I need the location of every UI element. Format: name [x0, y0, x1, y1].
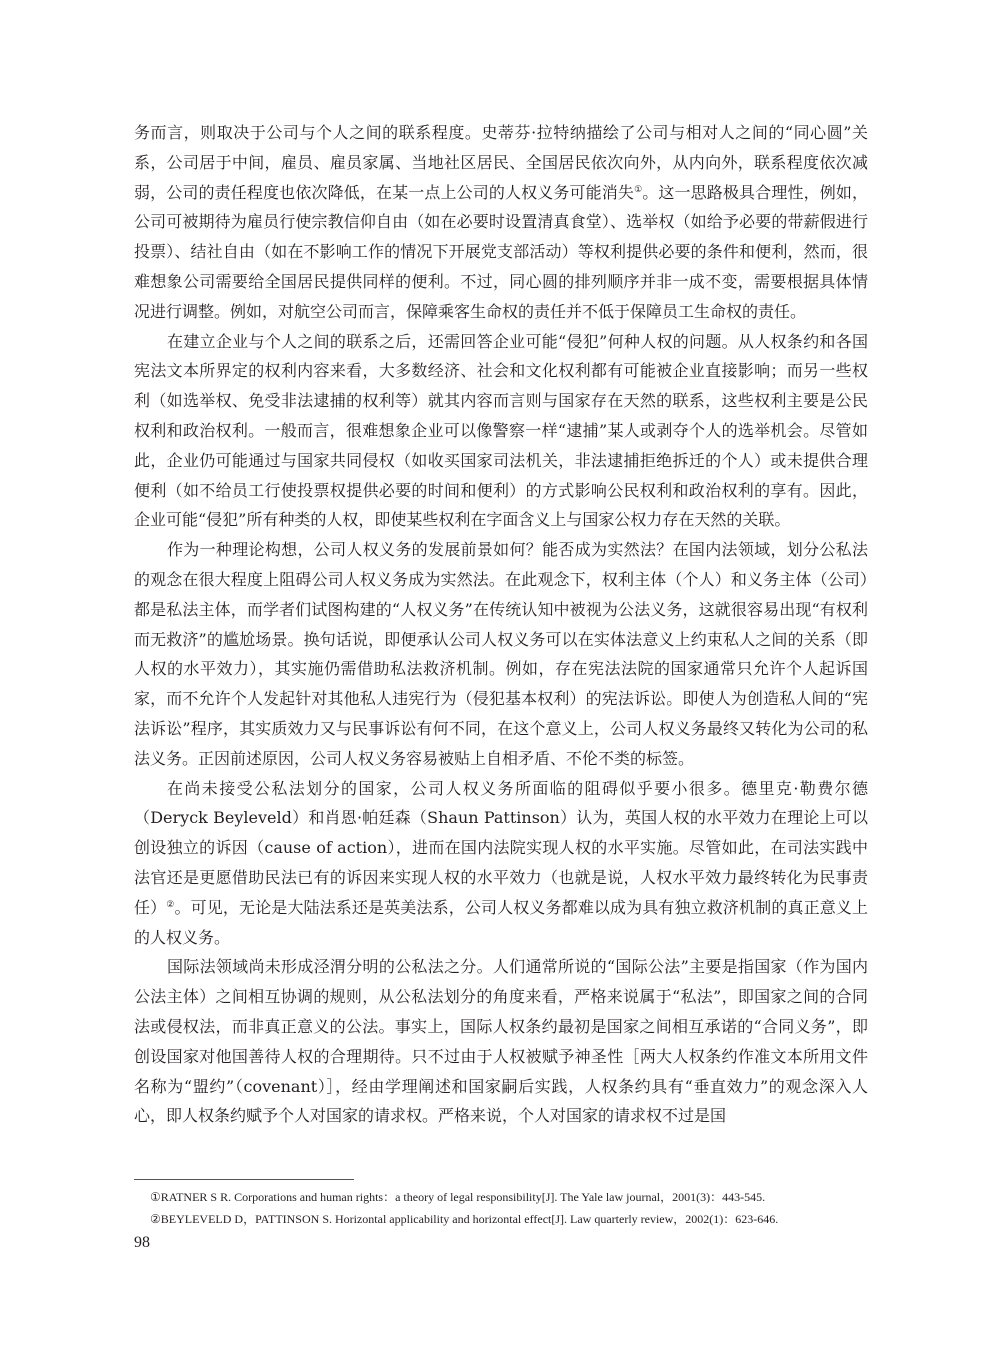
body-text [134, 118, 868, 1131]
footnote-2: ②BEYLEVELD D，PATTINSON S. Horizontal applicability and horizontal effect[J]. Law quarterly review，2002(1)：623-646. [150, 1212, 779, 1226]
paragraph-4 [134, 774, 868, 953]
paragraph-1 [134, 118, 868, 327]
paragraph-text: 在建立企业与个人之间的联系之后，还需回答企业可能“侵犯”何种人权的问题。从人权条约和各国宪法文本所界定的权利内容来看，大多数经济、社会和文化权利都有可能被企业直接影响；而另一些权利（如选举权、免受非法逮捕的权利等）就其内容而言则与国家存在天然的联系，这些权利主要是公民权利和政治权利。一般而言，很难想象企业可以像警察一样“逮捕”某人或剥夺个人的选举机会。尽管如此，企业仍可能通过与国家共同侵权（如收买国家司法机关，非法逮捕拒绝拆迁的个人）或未提供合理便利（如不给员工行使投票权提供必要的时间和便利）的方式影响公民权利和政治权利的享有。因此，企业可能“侵犯”所有种类的人权，即使某些权利在字面含义上与国家公权力存在天然的关联。 [134, 331, 868, 530]
paragraph-5 [134, 952, 868, 1131]
footnote-ref: ① [634, 184, 643, 195]
paragraph-text: 国际法领域尚未形成泾渭分明的公私法之分。人们通常所说的“国际公法”主要是指国家（作为国内公法主体）之间相互协调的规则，从公私法划分的角度来看，严格来说属于“私法”，即国家之间的合同法或侵权法，而非真正意义的公法。事实上，国际人权条约最初是国家之间相互承诺的“合同义务”，即创设国家对他国善待人权的合理期待。只不过由于人权被赋予神圣性［两大人权条约作准文本所用文件名称为“盟约”（covenant）］，经由学理阐述和国家嗣后实践，人权条约具有“垂直效力”的观念深入人心，即人权条约赋予个人对国家的请求权。严格来说，个人对国家的请求权不过是国 [134, 957, 868, 1126]
paragraph-text: 作为一种理论构想，公司人权义务的发展前景如何？能否成为实然法？在国内法领域，划分公私法的观念在很大程度上阻碍公司人权义务成为实然法。在此观念下，权利主体（个人）和义务主体（公司）都是私法主体，而学者们试图构建的“人权义务”在传统认知中被视为公法义务，这就很容易出现“有权利而无救济”的尴尬场景。换句话说，即便承认公司人权义务可以在实体法意义上约束私人之间的关系（即人权的水平效力），其实施仍需借助私法救济机制。例如，存在宪法法院的国家通常只允许个人起诉国家，而不允许个人发起针对其他私人违宪行为（侵犯基本权利）的宪法诉讼。即使人为创造私人间的“宪法诉讼”程序，其实质效力又与民事诉讼有何不同，在这个意义上，公司人权义务最终又转化为公司的私法义务。正因前述原因，公司人权义务容易被贴上自相矛盾、不伦不类的标签。 [134, 540, 868, 768]
paragraph-2 [134, 327, 868, 536]
footnote-divider [134, 1179, 354, 1180]
paragraph-text: 在尚未接受公私法划分的国家，公司人权义务所面临的阻碍似乎要小很多。德里克·勒费尔德（Deryck Beyleveld）和肖恩·帕廷森（Shaun Pattinson）认为，英国人权的水平效力在理论上可以创设独立的诉因（cause of action），进而在国内法院实现人权的水平实施。尽管如此，在司法实践中法官还是更愿借助民法已有的诉因来实现人权的水平效力（也就是说，人权水平效力最终转化为民事责任） [134, 778, 868, 917]
footnote-1: ①RATNER S R. Corporations and human rights：a theory of legal responsibility[J]. The Yale law journal，2001(3)：443-545. [150, 1190, 766, 1204]
page-number: 98 [134, 1234, 150, 1251]
paragraph-text: 。可见，无论是大陆法系还是英美法系，公司人权义务都难以成为具有独立救济机制的真正意义上的人权义务。 [134, 897, 868, 947]
paragraph-text: 务而言，则取决于公司与个人之间的联系程度。史蒂芬·拉特纳描绘了公司与相对人之间的“同心圆”关系，公司居于中间，雇员、雇员家属、当地社区居民、全国居民依次向外，从内向外，联系程度依次减弱，公司的责任程度也依次降低，在某一点上公司的人权义务可能消失 [134, 123, 868, 202]
paragraph-text: 。这一思路极具合理性，例如，公司可被期待为雇员行使宗教信仰自由（如在必要时设置清真食堂）、选举权（如给予必要的带薪假进行投票）、结社自由（如在不影响工作的情况下开展党支部活动）等权利提供必要的条件和便利，然而，很难想象公司需要给全国居民提供同样的便利。不过，同心圆的排列顺序并非一成不变，需要根据具体情况进行调整。例如，对航空公司而言，保障乘客生命权的责任并不低于保障员工生命权的责任。 [134, 182, 868, 321]
paragraph-3 [134, 535, 868, 773]
footnotes [150, 1186, 868, 1230]
footnote-ref: ② [166, 899, 175, 910]
